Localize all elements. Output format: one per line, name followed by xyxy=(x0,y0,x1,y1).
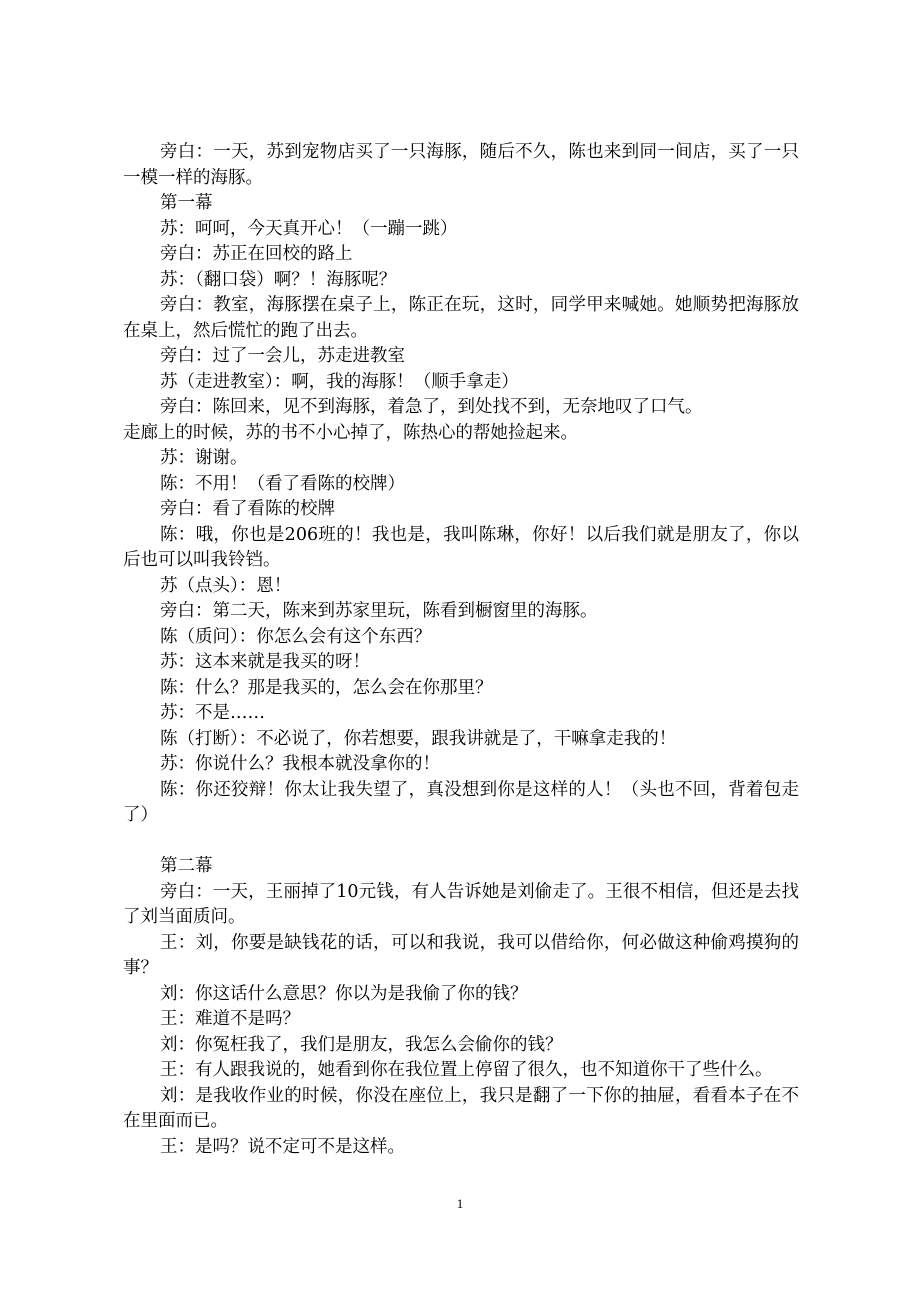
dialogue-line: 苏：呵呵，今天真开心！（一蹦一跳） xyxy=(160,218,458,239)
dialogue-line: 陈（打断）：不必说了，你若想要，跟我讲就是了，干嘛拿走我的！ xyxy=(160,728,677,749)
dialogue-line: 王：有人跟我说的，她看到你在我位置上停留了很久，也不知道你干了些什么。 xyxy=(160,1060,773,1080)
narration-paragraph: 旁白：教室，海豚摆在桌子上，陈正在玩，这时，同学甲来喊她。她顺势把海豚放在桌上，然后慌忙的跑了出去。 xyxy=(123,295,799,341)
dialogue-line: 刘：是我收作业的时候，你没在座位上，我只是翻了一下你的抽屉，看看本子在不在里面而已。 xyxy=(123,1085,799,1131)
narration-paragraph: 旁白：一天，王丽掉了10元钱，有人告诉她是刘偷走了。王很不相信，但还是去找了刘当面质问。 xyxy=(123,881,799,927)
dialogue-line: 王：刘，你要是缺钱花的话，可以和我说，我可以借给你，何必做这种偷鸡摸狗的事？ xyxy=(123,932,799,978)
narration-paragraph: 旁白：过了一会儿，苏走进教室 xyxy=(160,346,405,366)
narration-paragraph: 旁白：陈回来，见不到海豚，着急了，到处找不到，无奈地叹了口气。 xyxy=(160,397,703,417)
document-body xyxy=(123,140,799,1160)
dialogue-line: 陈：什么？那是我买的，怎么会在你那里？ xyxy=(160,677,493,698)
dialogue-line: 苏：谢谢。 xyxy=(160,448,248,468)
dialogue-line: 陈：你还狡辩！你太让我失望了，真没想到你是这样的人！（头也不回，背着包走了） xyxy=(123,779,799,825)
dialogue-line: 苏：这本来就是我买的呀！ xyxy=(160,652,370,672)
narration-paragraph: 旁白：看了看陈的校牌 xyxy=(160,499,335,519)
dialogue-line: 刘：你冤枉我了，我们是朋友，我怎么会偷你的钱？ xyxy=(160,1034,563,1055)
dialogue-line: 刘：你这话什么意思？你以为是我偷了你的钱？ xyxy=(160,983,528,1004)
dialogue-line: 苏（走进教室）：啊，我的海豚！（顺手拿走） xyxy=(160,371,519,392)
dialogue-line: 苏：不是…… xyxy=(160,703,265,723)
narration-paragraph: 旁白：苏正在回校的路上 xyxy=(160,244,353,264)
narration-paragraph: 旁白：第二天，陈来到苏家里玩，陈看到橱窗里的海豚。 xyxy=(160,601,598,621)
dialogue-line: 陈（质问）：你怎么会有这个东西？ xyxy=(160,626,432,647)
page-number: 1 xyxy=(456,1196,464,1211)
act-heading: 第二幕 xyxy=(160,856,213,876)
act-heading: 第一幕 xyxy=(160,193,213,213)
dialogue-line: 陈：哦，你也是206班的！我也是，我叫陈琳，你好！以后我们就是朋友了，你以后也可以叫我铃铛。 xyxy=(123,524,799,570)
dialogue-line: 王：是吗？说不定可不是这样。 xyxy=(160,1136,405,1157)
dialogue-line: 苏：（翻口袋）啊？！海豚呢？ xyxy=(160,269,397,290)
narration-paragraph: 走廊上的时候，苏的书不小心掉了，陈热心的帮她捡起来。 xyxy=(123,422,578,443)
dialogue-line: 苏（点头）：恩！ xyxy=(160,575,292,596)
dialogue-line: 王：难道不是吗？ xyxy=(160,1009,300,1029)
blank-line xyxy=(123,829,799,855)
dialogue-line: 陈：不用！（看了看陈的校牌） xyxy=(160,473,405,494)
dialogue-line: 苏：你说什么？我根本就没拿你的！ xyxy=(160,754,440,774)
narration-paragraph: 旁白：一天，苏到宠物店买了一只海豚，随后不久，陈也来到同一间店，买了一只一模一样的海豚。 xyxy=(123,142,799,188)
